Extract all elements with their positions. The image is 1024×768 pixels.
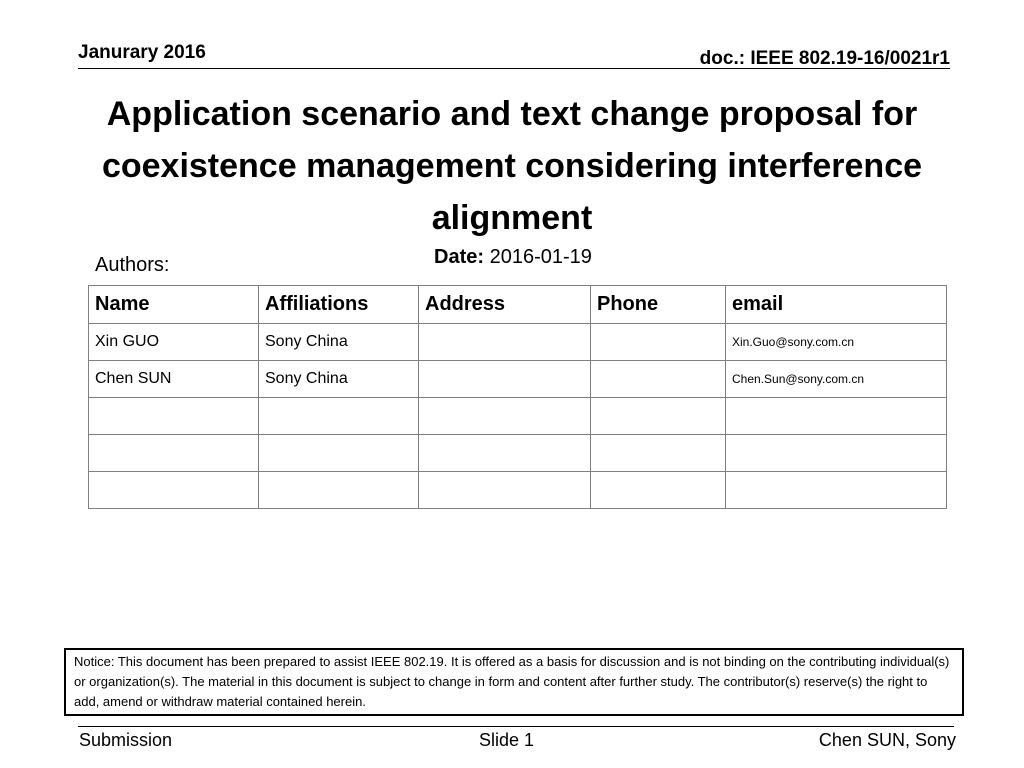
header-date: Janurary 2016 xyxy=(78,42,206,63)
header-doc-id: doc.: IEEE 802.19-16/0021r1 xyxy=(699,48,950,69)
cell-phone xyxy=(591,435,726,472)
cell-address xyxy=(419,472,591,509)
cell-phone xyxy=(591,472,726,509)
cell-name xyxy=(89,435,259,472)
column-header-address: Address xyxy=(419,286,591,324)
cell-address xyxy=(419,324,591,361)
cell-affiliation xyxy=(259,472,419,509)
column-header-affiliations: Affiliations xyxy=(259,286,419,324)
cell-phone xyxy=(591,398,726,435)
cell-name: Chen SUN xyxy=(89,361,259,398)
header-divider xyxy=(78,68,950,69)
table-row xyxy=(89,361,947,398)
footer-slide-number: Slide 1 xyxy=(479,730,535,750)
date-value: 2016-01-19 xyxy=(484,246,592,268)
notice-box: Notice: This document has been prepared to assist IEEE 802.19. It is offered as a basis for discussion and is not binding on the contributing individual(s) or organization(s). The material in this document is subject to change in form and content after further study. The contributor(s) reserve(s) the right to add, amend or withdraw material contained herein. xyxy=(64,648,964,716)
cell-affiliation xyxy=(259,398,419,435)
cell-address xyxy=(419,361,591,398)
table-row xyxy=(89,435,947,472)
cell-affiliation: Sony China xyxy=(259,361,419,398)
cell-name xyxy=(89,472,259,509)
authors-table xyxy=(88,285,947,509)
column-header-email: email xyxy=(726,286,947,324)
date-label: Date: xyxy=(434,246,485,268)
slide-title: Application scenario and text change proposal for coexistence management considering interference alignment xyxy=(101,95,923,237)
date-line xyxy=(434,246,592,269)
cell-phone xyxy=(591,361,726,398)
cell-email: Xin.Guo@sony.com.cn xyxy=(726,324,947,361)
column-header-name: Name xyxy=(89,286,259,324)
cell-email xyxy=(726,472,947,509)
table-header-row xyxy=(89,286,947,324)
cell-email xyxy=(726,398,947,435)
cell-phone xyxy=(591,324,726,361)
cell-email: Chen.Sun@sony.com.cn xyxy=(726,361,947,398)
cell-address xyxy=(419,435,591,472)
cell-name xyxy=(89,398,259,435)
table-row xyxy=(89,324,947,361)
footer-submission: Submission xyxy=(79,730,173,750)
footer-divider xyxy=(78,726,954,727)
footer-author: Chen SUN, Sony xyxy=(818,730,956,750)
cell-email xyxy=(726,435,947,472)
table-row xyxy=(89,472,947,509)
cell-address xyxy=(419,398,591,435)
column-header-phone: Phone xyxy=(591,286,726,324)
table-row xyxy=(89,398,947,435)
cell-name: Xin GUO xyxy=(89,324,259,361)
cell-affiliation xyxy=(259,435,419,472)
cell-affiliation: Sony China xyxy=(259,324,419,361)
authors-label: Authors: xyxy=(95,254,170,276)
